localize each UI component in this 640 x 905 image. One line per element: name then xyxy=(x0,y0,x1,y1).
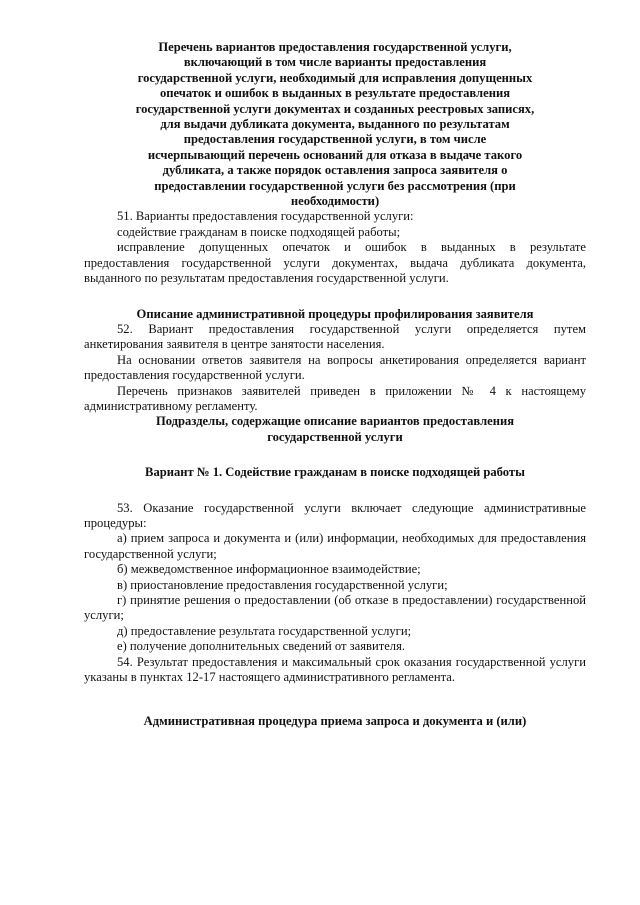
section-title-subsections xyxy=(84,414,586,445)
section-title-variants-list xyxy=(84,40,586,209)
title-line: государственной услуги xyxy=(267,429,403,444)
title-line: предоставлении государственной услуги без рассмотрения (при xyxy=(154,178,516,193)
title-line: Перечень вариантов предоставления государственной услуги, xyxy=(158,40,512,54)
title-line: государственной услуги документах и созданных реестровых записях, xyxy=(135,101,535,116)
section-title-profiling: Описание административной процедуры профилирования заявителя xyxy=(136,306,534,321)
section-title-reception-procedure: Административная процедура приема запроса и документа и (или) xyxy=(143,714,527,729)
procedure-item-e: д) предоставление результата государственной услуги; xyxy=(117,623,412,638)
title-line: необходимости) xyxy=(290,194,380,209)
procedure-item-c: в) приостановление предоставления государственной услуги; xyxy=(117,577,448,592)
procedure-item-d: г) принятие решения о предоставлении (об отказе в предоставлении) государственной услуги; xyxy=(84,593,586,623)
paragraph-51-item-b: исправление допущенных опечаток и ошибок в выданных в результате предоставления государственной услуги документах, выдача дубликата документа, выданного по результатам предоставления государственной услуги. xyxy=(84,240,586,286)
title-line: Подразделы, содержащие описание вариантов предоставления xyxy=(155,414,515,429)
title-line: опечаток и ошибок в выданных в результате предоставления xyxy=(159,86,511,101)
title-line: предоставления государственной услуги, в том числе xyxy=(183,132,487,147)
paragraph-52-b: Перечень признаков заявителей приведен в приложении № 4 к настоящему административному регламенту. xyxy=(84,383,586,413)
paragraph-53: 53. Оказание государственной услуги включает следующие административные процедуры: xyxy=(84,500,586,530)
paragraph-51-item-a: содействие гражданам в поиске подходящей работы; xyxy=(117,224,401,239)
paragraph-52-a: На основании ответов заявителя на вопросы анкетирования определяется вариант предоставления государственной услуги. xyxy=(84,352,586,383)
document-page xyxy=(84,40,586,730)
title-line: для выдачи дубликата документа, выданного по результатам xyxy=(160,117,510,132)
procedure-item-a: а) прием запроса и документа и (или) информации, необходимых для предоставления государственной услуги; xyxy=(84,531,586,561)
paragraph-54: 54. Результат предоставления и максимальный срок оказания государственной услуги указаны в пунктах 12-17 настоящего административного регламента. xyxy=(84,654,586,685)
paragraph-52: 52. Вариант предоставления государственной услуги определяется путем анкетирования заявителя в центре занятости населения. xyxy=(84,321,586,352)
title-line: включающий в том числе варианты предоставления xyxy=(183,55,487,70)
paragraph-51: 51. Варианты предоставления государственной услуги: xyxy=(117,209,414,224)
variant-1-title: Вариант № 1. Содействие гражданам в поиске подходящей работы xyxy=(145,465,525,480)
title-line: исчерпывающий перечень оснований для отказа в выдаче такого xyxy=(147,147,523,162)
procedure-item-f: е) получение дополнительных сведений от заявителя. xyxy=(117,639,406,654)
procedure-item-b: б) межведомственное информационное взаимодействие; xyxy=(117,562,421,577)
title-line: дубликата, а также порядок оставления запроса заявителя о xyxy=(162,163,508,178)
title-line: государственной услуги, необходимый для исправления допущенных xyxy=(137,70,533,85)
